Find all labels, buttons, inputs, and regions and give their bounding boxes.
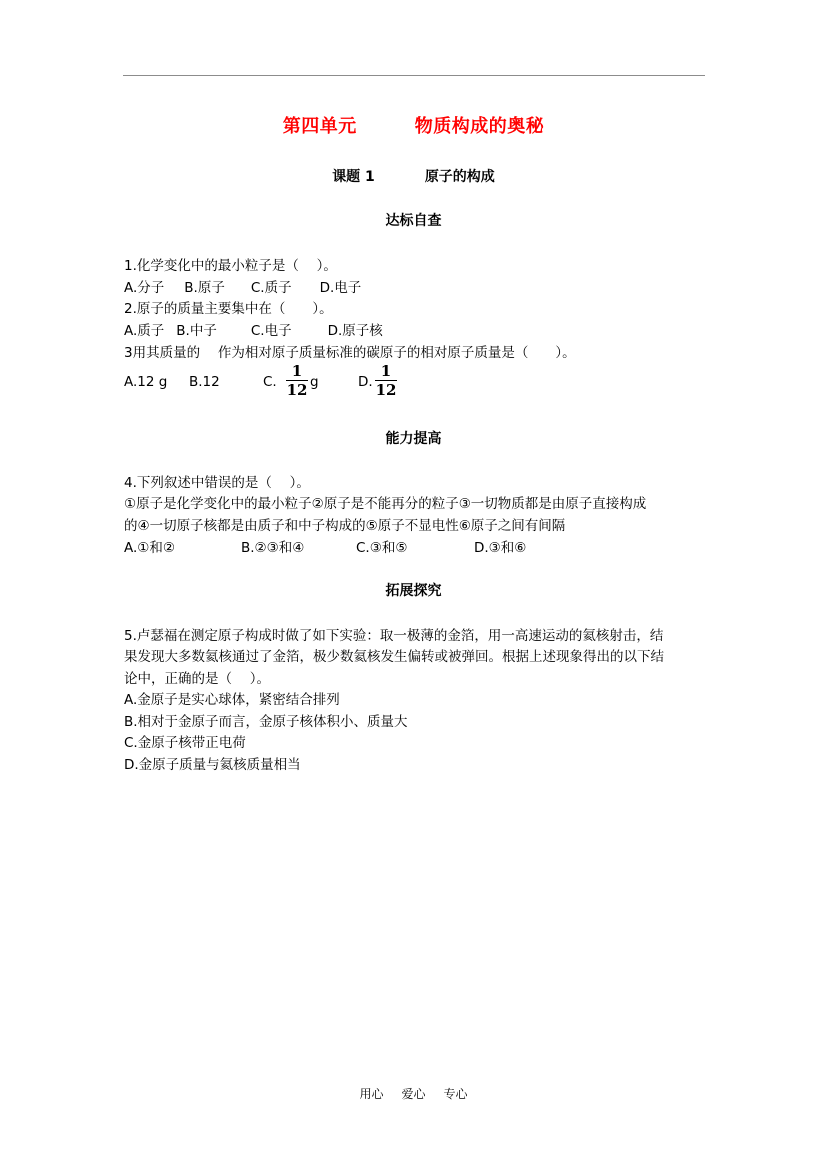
q1-option-d: D.电子: [319, 280, 362, 296]
section-heading-2: 能力提高: [385, 431, 442, 447]
page-footer: [0, 1085, 827, 1102]
q2-option-c: C.电子: [250, 323, 292, 339]
lesson-number: 课题 1: [332, 169, 375, 185]
q5-option-d: D.金原子质量与氦核质量相当: [124, 757, 301, 773]
unit-number: 第四单元: [282, 116, 357, 137]
q4-option-d: D.③和⑥: [474, 540, 527, 556]
q2-stem: 2.原子的质量主要集中在（ ）。: [124, 301, 333, 317]
fraction-denominator: 12: [375, 381, 397, 399]
lesson-title: [0, 166, 827, 186]
q3-option-c-fraction: [284, 362, 310, 399]
q2-option-d: D.原子核: [327, 323, 383, 339]
q4-option-b: B.②③和④: [241, 540, 305, 556]
q1-option-c: C.质子: [250, 280, 292, 296]
footer-word: 用心: [359, 1087, 384, 1101]
q1-stem: 1.化学变化中的最小粒子是（ ）。: [124, 258, 337, 274]
q3-option-a: A.12 g: [124, 374, 168, 390]
header-rule: [123, 75, 705, 76]
lesson-name: 原子的构成: [424, 169, 495, 185]
q3-stem: 3用其质量的 作为相对原子质量标准的碳原子的相对原子质量是（ ）。: [124, 345, 576, 361]
q2-options: [124, 319, 383, 339]
q5-option-c: C.金原子核带正电荷: [124, 735, 246, 751]
q3-option-b: B.12: [189, 374, 220, 390]
fraction-numerator: 1: [291, 362, 303, 380]
unit-title: [0, 112, 827, 138]
q2-option-a: A.质子: [124, 323, 165, 339]
q4-stem: 4.下列叙述中错误的是（ ）。: [124, 475, 310, 491]
fraction-denominator: 12: [286, 381, 308, 399]
section-heading-3: 拓展探究: [385, 583, 442, 599]
q3-option-c-label: C.: [263, 374, 277, 390]
q2-option-b: B.中子: [176, 323, 217, 339]
section-heading-1: 达标自查: [385, 213, 442, 229]
q5-option-a: A.金原子是实心球体，紧密结合排列: [124, 692, 340, 708]
q1-options: [124, 276, 361, 296]
q3-option-d-label: D.: [358, 374, 373, 390]
q1-option-a: A.分子: [124, 280, 165, 296]
q4-option-c: C.③和⑤: [356, 540, 408, 556]
unit-name: 物质构成的奥秘: [414, 116, 545, 137]
q3-option-c-unit: g: [310, 374, 319, 390]
q5-stem-line3: 论中，正确的是（ ）。: [124, 671, 271, 687]
footer-word: 爱心: [401, 1087, 426, 1101]
q1-option-b: B.原子: [184, 280, 225, 296]
q5-stem-line2: 果发现大多数氦核通过了金箔，极少数氦核发生偏转或被弹回。根据上述现象得出的以下结: [124, 649, 664, 665]
q4-statements-line1: ①原子是化学变化中的最小粒子②原子是不能再分的粒子③一切物质都是由原子直接构成: [124, 496, 647, 512]
fraction-numerator: 1: [380, 362, 392, 380]
q5-option-b: B.相对于金原子而言，金原子核体积小、质量大: [124, 714, 408, 730]
q4-statements-line2: 的④一切原子核都是由质子和中子构成的⑤原子不显电性⑥原子之间有间隔: [124, 518, 566, 534]
footer-word: 专心: [443, 1087, 468, 1101]
q3-option-d-fraction: [373, 362, 399, 399]
q5-stem-line1: 5.卢瑟福在测定原子构成时做了如下实验：取一极薄的金箔，用一高速运动的氦核射击，结: [124, 628, 664, 644]
q4-option-a: A.①和②: [124, 540, 175, 556]
